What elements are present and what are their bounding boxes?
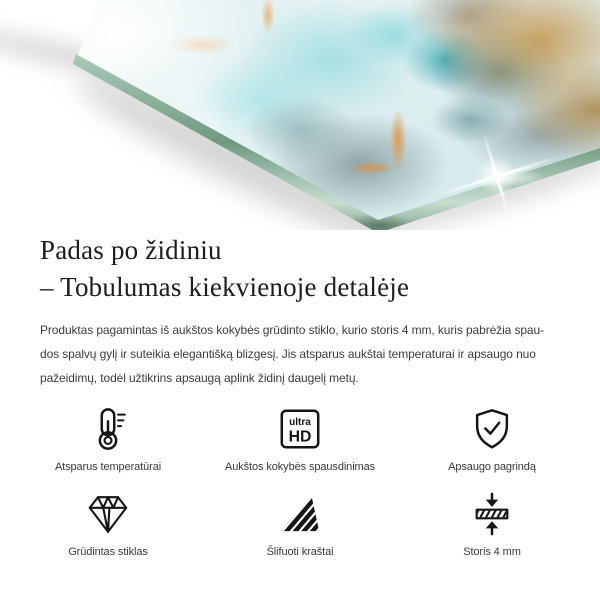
description-line: dos spalvų gylį ir suteikia elegantišką blizgesį. Jis atsparus aukštai temperaturai ir apsaugo nuo	[40, 347, 536, 361]
ultra-hd-icon	[277, 406, 323, 452]
thickness-icon	[469, 491, 515, 537]
thermometer-icon	[85, 406, 131, 452]
feature-protects-base	[396, 406, 588, 473]
diamond-icon	[85, 491, 131, 537]
feature-label: Šlifuoti kraštai	[266, 546, 334, 558]
description-line: pažeidimų, todėl užtikrins apsaugą aplink židinį daugelį metų.	[40, 371, 359, 385]
page-title	[40, 232, 560, 306]
title-line-1: Padas po židiniu	[40, 235, 222, 265]
title-line-2: – Tobulumas kiekvienoje detalėje	[40, 272, 410, 302]
feature-print-quality	[204, 406, 396, 473]
feature-label: Aukštos kokybės spausdinimas	[224, 461, 376, 473]
feature-label: Grūdintas stiklas	[68, 546, 148, 558]
svg-text:HD: HD	[288, 428, 312, 446]
product-photo	[0, 0, 600, 230]
feature-polished-edges	[204, 491, 396, 558]
feature-grid	[12, 406, 588, 558]
svg-text:ultra: ultra	[289, 417, 311, 429]
feature-label: Storis 4 mm	[463, 546, 521, 558]
feature-tempered-glass	[12, 491, 204, 558]
feature-label: Atsparus temperatūrai	[54, 461, 162, 473]
product-description	[40, 318, 580, 390]
polished-edge-icon	[277, 491, 323, 537]
description-line: Produktas pagamintas iš aukštos kokybės grūdinto stiklo, kurio storis 4 mm, kuris pabrėžia spau-	[40, 323, 544, 337]
feature-heat-resistant	[12, 406, 204, 473]
shield-check-icon	[469, 406, 515, 452]
feature-thickness	[396, 491, 588, 558]
feature-label: Apsaugo pagrindą	[448, 461, 536, 473]
